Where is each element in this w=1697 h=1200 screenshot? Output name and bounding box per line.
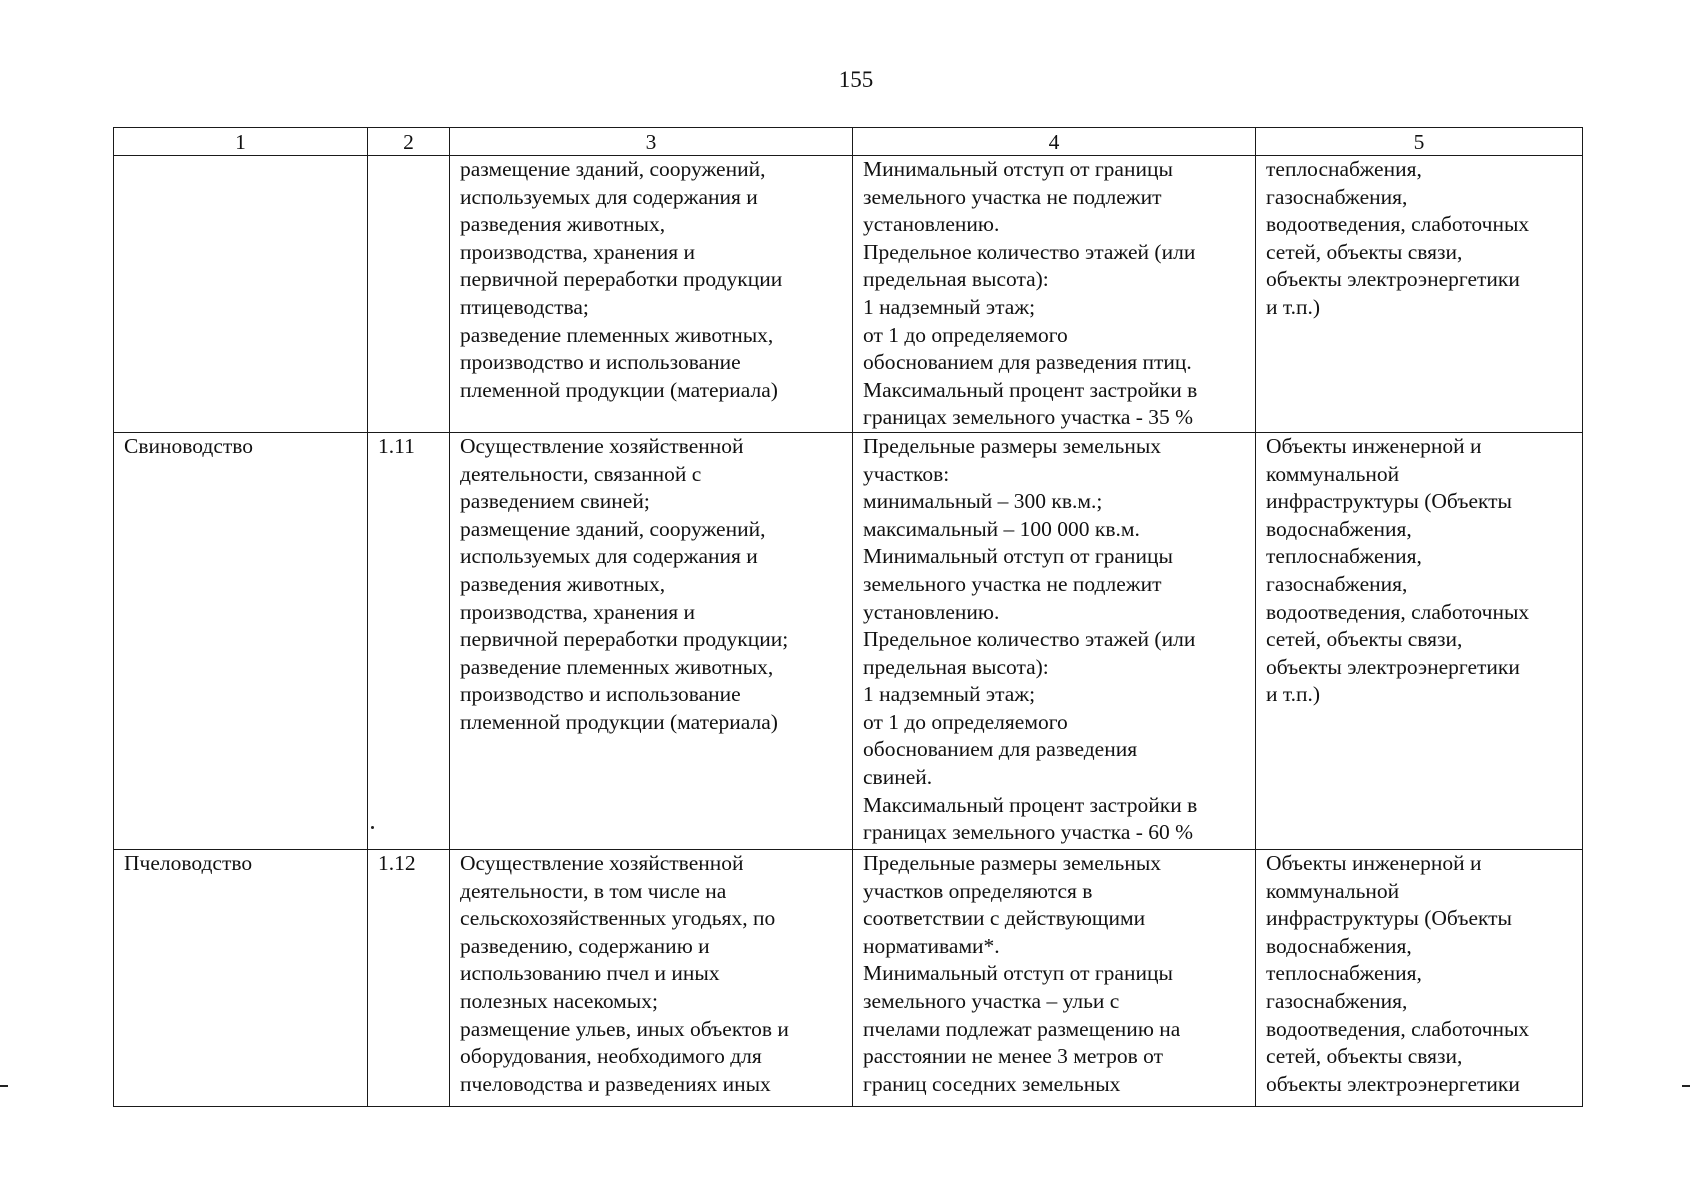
cell-auxiliary-uses bbox=[1256, 156, 1583, 433]
cell-use-code bbox=[368, 849, 450, 1106]
use-code-text: 1.11 bbox=[378, 433, 415, 458]
use-name-text: Свиноводство bbox=[124, 433, 254, 458]
parameters-text: Предельные размеры земельных участков: минимальный – 300 кв.м.; максимальный – 100 000 кв.м. Минимальный отступ от границы земельного участка не подлежит установлению. Предельное количество этажей (или предельная высота): 1 надземный этаж; от 1 до определяемого обоснованием для разведения свиней. Максимальный процент застройки в границах земельного участка - 60 % bbox=[863, 433, 1198, 845]
header-col-3: 3 bbox=[450, 128, 853, 156]
land-use-table bbox=[113, 127, 1583, 1107]
cell-use-description bbox=[450, 156, 853, 433]
cell-parameters bbox=[853, 849, 1256, 1106]
cell-parameters bbox=[853, 432, 1256, 849]
header-col-1: 1 bbox=[114, 128, 368, 156]
cell-use-description bbox=[450, 432, 853, 849]
use-description-text: Осуществление хозяйственной деятельности, связанной с разведением свиней; размещение зданий, сооружений, используемых для содержания и разведения животных, производства, хранения и первичной переработки продукции; разведение племенных животных, производство и использование племенной продукции (материала) bbox=[460, 433, 789, 734]
parameters-text: Минимальный отступ от границы земельного участка не подлежит установлению. Предельное количество этажей (или предельная высота): 1 надземный этаж; от 1 до определяемого обоснованием для разведения птиц. Максимальный процент застройки в границах земельного участка - 35 % bbox=[863, 157, 1198, 430]
cell-auxiliary-uses bbox=[1256, 849, 1583, 1106]
header-col-4: 4 bbox=[853, 128, 1256, 156]
cell-use-name bbox=[114, 432, 368, 849]
parameters-text: Предельные размеры земельных участков определяются в соответствии с действующими нормативами*. Минимальный отступ от границы земельного участка – ульи с пчелами подлежат размещению на расстоянии не менее 3 метров от границ соседних земельных bbox=[863, 850, 1181, 1096]
cell-use-code bbox=[368, 432, 450, 849]
cell-use-code bbox=[368, 156, 450, 433]
use-code-text: 1.12 bbox=[378, 850, 416, 875]
table-row bbox=[114, 849, 1583, 1106]
cell-use-name bbox=[114, 156, 368, 433]
margin-tick-left bbox=[0, 1085, 8, 1087]
header-col-2: 2 bbox=[368, 128, 450, 156]
header-col-5: 5 bbox=[1256, 128, 1583, 156]
table-row bbox=[114, 432, 1583, 849]
page-number: 155 bbox=[838, 67, 874, 92]
cell-use-description bbox=[450, 849, 853, 1106]
scan-dot-mark bbox=[371, 826, 374, 829]
table-header-row bbox=[114, 128, 1583, 156]
use-name-text: Пчеловодство bbox=[124, 850, 253, 875]
cell-use-name bbox=[114, 849, 368, 1106]
auxiliary-uses-text: Объекты инженерной и коммунальной инфраструктуры (Объекты водоснабжения, теплоснабжения, газоснабжения, водоотведения, слаботочных сетей, объекты связи, объекты электроэнергетики bbox=[1266, 850, 1530, 1096]
margin-tick-right bbox=[1682, 1085, 1690, 1087]
table-row bbox=[114, 156, 1583, 433]
cell-parameters bbox=[853, 156, 1256, 433]
use-description-text: размещение зданий, сооружений, используемых для содержания и разведения животных, производства, хранения и первичной переработки продукции птицеводства; разведение племенных животных, производство и использование племенной продукции (материала) bbox=[460, 157, 783, 402]
auxiliary-uses-text: теплоснабжения, газоснабжения, водоотведения, слаботочных сетей, объекты связи, объекты электроэнергетики и т.п.) bbox=[1266, 157, 1530, 319]
cell-auxiliary-uses bbox=[1256, 432, 1583, 849]
use-description-text: Осуществление хозяйственной деятельности, в том числе на сельскохозяйственных угодьях, по разведению, содержанию и использованию пчел и иных полезных насекомых; размещение ульев, иных объектов и оборудования, необходимого для пчеловодства и разведениях иных bbox=[460, 850, 789, 1096]
auxiliary-uses-text: Объекты инженерной и коммунальной инфраструктуры (Объекты водоснабжения, теплоснабжения, газоснабжения, водоотведения, слаботочных сетей, объекты связи, объекты электроэнергетики и т.п.) bbox=[1266, 433, 1530, 707]
